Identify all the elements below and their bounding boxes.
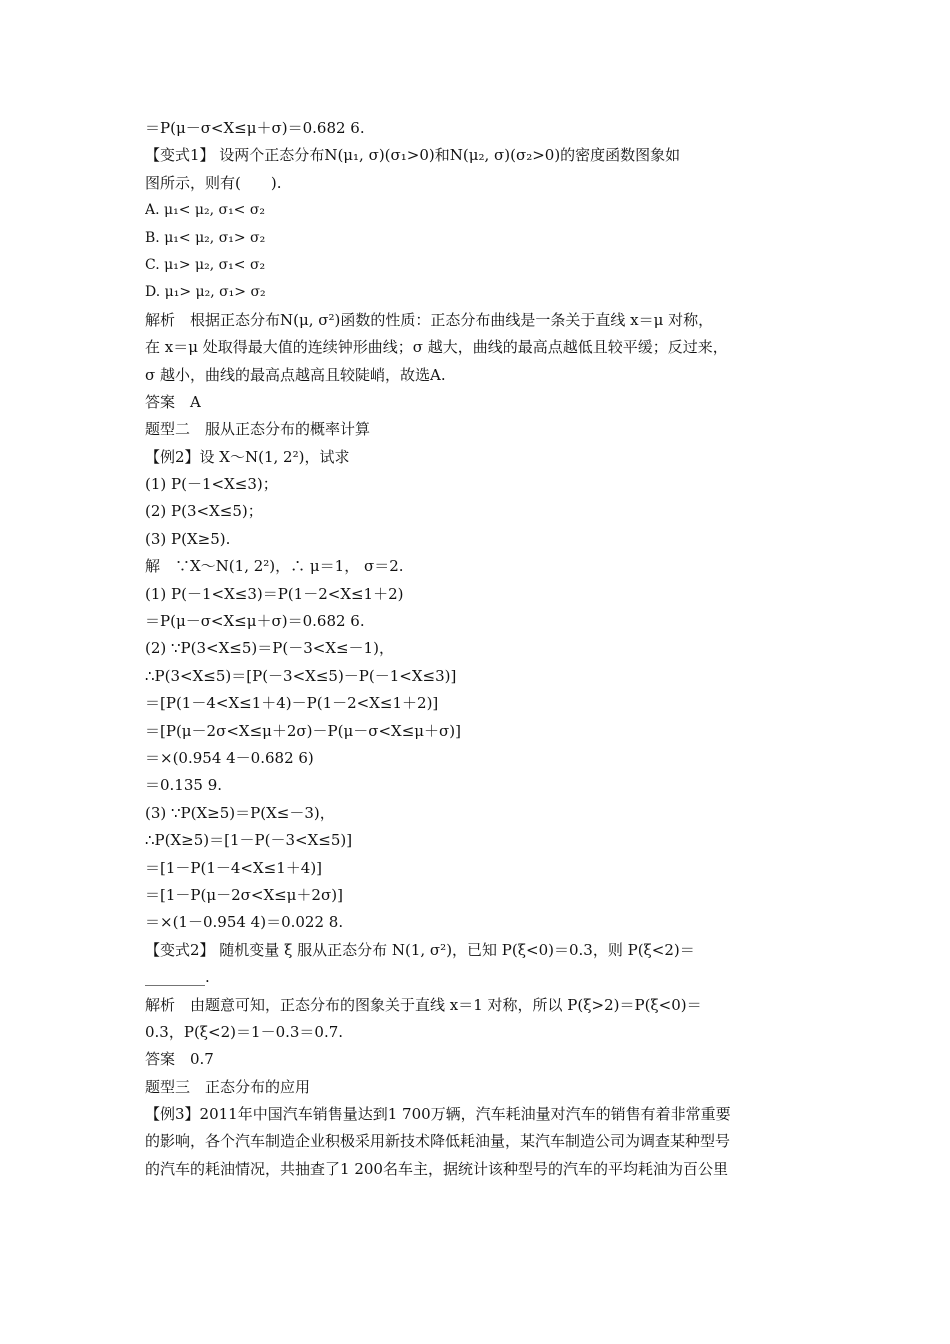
- text-line: (3) ∵P(X≥5)＝P(X≤－3)，: [145, 803, 335, 822]
- text-line: ＝[1－P(μ－2σ<X≤μ＋2σ)]: [145, 885, 343, 904]
- text-line: 图所示，则有( ).: [145, 173, 282, 192]
- variant-2-heading-line: 【变式2】 随机变量 ξ 服从正态分布 N(1, σ²)，已知 P(ξ<0)＝0.3，则 P(ξ<2)＝: [145, 940, 695, 959]
- option-a: A. μ₁< μ₂, σ₁< σ₂: [145, 202, 266, 219]
- solution-line: 解 ∵X～N(1, 2²)，∴ μ＝1， σ＝2.: [145, 557, 404, 576]
- text-line: 0.3，P(ξ<2)＝1－0.3＝0.7.: [145, 1022, 344, 1041]
- text-line: ＝P(μ－σ<X≤μ＋σ)＝0.682 6.: [145, 612, 365, 631]
- document-page: [145, 115, 815, 1183]
- text-line: ＝0.135 9.: [145, 776, 223, 795]
- text-line: ∴P(3<X≤5)＝[P(－3<X≤5)－P(－1<X≤3)]: [145, 666, 457, 685]
- answer-line: 答案 A: [145, 392, 201, 411]
- analysis-line: 解析 由题意可知，正态分布的图象关于直线 x＝1 对称，所以 P(ξ>2)＝P(ξ<0)＝: [145, 995, 702, 1014]
- text-line: 在 x＝μ 处取得最大值的连续钟形曲线；σ 越大，曲线的最高点越低且较平缓；反过来，: [145, 338, 728, 357]
- text-line: (2) ∵P(3<X≤5)＝P(－3<X≤－1)，: [145, 639, 394, 658]
- text-line: ＝[P(1－4<X≤1＋4)－P(1－2<X≤1＋2)]: [145, 694, 439, 713]
- text-line: ＝[P(μ－2σ<X≤μ＋2σ)－P(μ－σ<X≤μ＋σ)]: [145, 721, 461, 740]
- text-line: ＝P(μ－σ<X≤μ＋σ)＝0.682 6.: [145, 119, 365, 137]
- answer-line: 答案 0.7: [145, 1050, 214, 1069]
- question-item: (1) P(－1<X≤3)；: [145, 475, 278, 494]
- text-line: ＝×(0.954 4－0.682 6): [145, 748, 314, 767]
- option-c: C. μ₁> μ₂, σ₁< σ₂: [145, 256, 266, 273]
- section-heading: 题型二 服从正态分布的概率计算: [145, 420, 371, 439]
- analysis-line: 解析 根据正态分布N(μ, σ²)函数的性质：正态分布曲线是一条关于直线 x＝μ 对称，: [145, 310, 714, 329]
- question-item: (2) P(3<X≤5)；: [145, 502, 263, 521]
- option-d: D. μ₁> μ₂, σ₁> σ₂: [145, 284, 266, 301]
- variant-1-heading-line: 【变式1】 设两个正态分布N(μ₁, σ)(σ₁>0)和N(μ₂, σ)(σ₂>0)的密度函数图象如: [145, 146, 681, 165]
- text-line: ＝×(1－0.954 4)＝0.022 8.: [145, 913, 344, 932]
- option-b: B. μ₁< μ₂, σ₁> σ₂: [145, 229, 266, 246]
- example-3-heading-line: 【例3】2011年中国汽车销售量达到1 700万辆，汽车耗油量对汽车的销售有着非常重要: [145, 1105, 731, 1124]
- blank-line: ________.: [145, 968, 210, 987]
- text-line: ＝[1－P(1－4<X≤1＋4)]: [145, 858, 323, 877]
- question-item: (3) P(X≥5).: [145, 529, 231, 548]
- text-line: 的汽车的耗油情况，共抽查了1 200名车主，据统计该种型号的汽车的平均耗油为百公里: [145, 1159, 728, 1178]
- example-2-heading-line: 【例2】设 X～N(1, 2²)，试求: [145, 447, 350, 466]
- text-line: σ 越小，曲线的最高点越高且较陡峭，故选A.: [145, 365, 446, 384]
- section-heading: 题型三 正态分布的应用: [145, 1077, 311, 1096]
- text-line: ∴P(X≥5)＝[1－P(－3<X≤5)]: [145, 831, 353, 850]
- text-line: (1) P(－1<X≤3)＝P(1－2<X≤1＋2): [145, 584, 404, 603]
- text-line: 的影响，各个汽车制造企业积极采用新技术降低耗油量，某汽车制造公司为调查某种型号: [145, 1132, 731, 1151]
